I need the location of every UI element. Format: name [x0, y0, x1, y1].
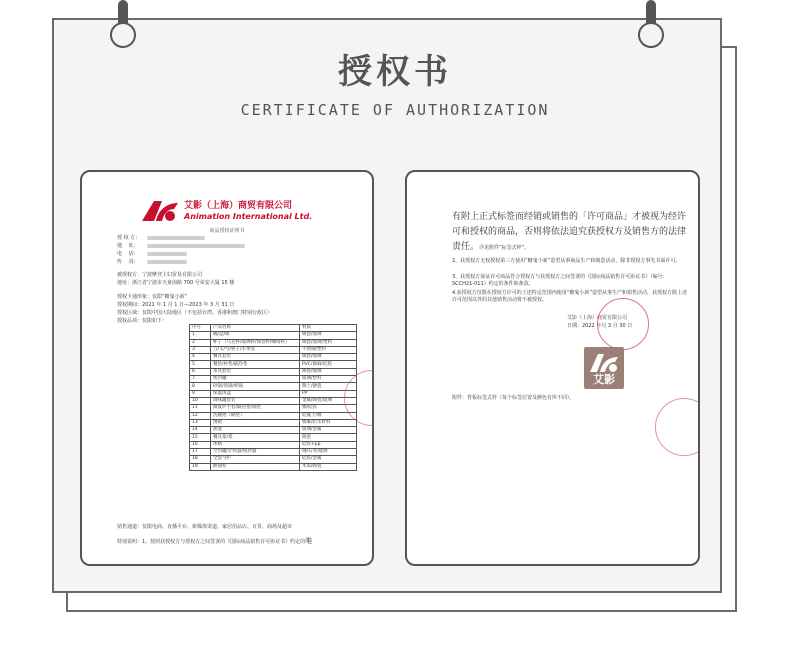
row-material: 钢/石英/玻璃 — [300, 449, 357, 456]
row-product: 餐具架/架 — [211, 434, 300, 441]
row-material: 金属/陶瓷/玻璃 — [300, 397, 357, 404]
phone-label: 电 话： — [117, 251, 139, 257]
row-material: 棉麻/防水材料 — [300, 419, 357, 426]
row-product: 调味罐套装 — [211, 397, 300, 404]
header-number: 序号 — [190, 325, 211, 332]
clause-3: 3、获授权方保证许可商品符合授权方与获授权方之间签署的《国际商品销售许可协议书》（编号：SCCH21-011）约定的条件和条款。 — [452, 274, 668, 287]
row-product: 微波炉手套/隔热垫/锅垫 — [211, 405, 300, 412]
table-row — [190, 390, 357, 397]
row-material: 陶土/搪瓷 — [300, 383, 357, 390]
table-row — [190, 405, 357, 412]
table-row — [190, 397, 357, 404]
row-number: 16 — [190, 441, 211, 448]
row-product: 茶具套装 — [211, 368, 300, 375]
page-subtitle: CERTIFICATE OF AUTHORIZATION — [240, 101, 550, 119]
scope-region: 授权区域：仅限中国大陆地区（不包括台湾、香港和澳门特别行政区） — [117, 310, 273, 316]
signature-date: 日期：2022 年月 3 月 30 日 — [567, 323, 633, 329]
company-seal-stamp — [597, 298, 649, 350]
row-material: 陶瓷 — [300, 434, 357, 441]
row-product: 餐垫/杯垫/隔热垫 — [211, 361, 300, 368]
row-number: 14 — [190, 427, 211, 434]
row-material: PP — [300, 390, 357, 397]
clause-4: 4.获授权方仅限在授权方许可的上述特定范围内使用“糖鬼小新”造型从事生产和销售活动，获授权方除上述许可范围以外的其他销售活动将不被授权。 — [452, 290, 687, 303]
table-row — [190, 449, 357, 456]
table-row — [190, 383, 357, 390]
row-product: 杯子（马克杯/玻璃杯/保管杯/咖啡杯） — [211, 339, 300, 346]
licensee-name: 宁波摩登主妇贸易有限公司 — [142, 272, 203, 278]
page-title: 授权书 — [338, 52, 452, 92]
row-material: 硅藻土/棉 — [300, 412, 357, 419]
scope-character: 授权卡通形象：仅限“糖鬼小新” — [117, 294, 188, 300]
row-number: 12 — [190, 412, 211, 419]
row-material: 玻璃/金属 — [300, 427, 357, 434]
authorization-scope — [117, 293, 272, 325]
row-material: 陶瓷/玻璃/塑料 — [300, 339, 357, 346]
licensee-address: 浙江省宁波市天童南路 700 号荣安大厦 15 楼 — [132, 280, 235, 286]
row-material: 陶瓷/玻璃 — [300, 354, 357, 361]
table-row — [190, 419, 357, 426]
company-name-en: Animation International Ltd. — [184, 211, 313, 221]
row-product: 空封罐/计时器/搅拌器 — [211, 449, 300, 456]
row-material: 木质/陶瓷 — [300, 463, 357, 470]
licensee-label: 被授权方： — [117, 272, 143, 278]
row-material: 玻璃/塑料 — [300, 376, 357, 383]
clause-2: 2、获授权方无权授权第三方使用“糖鬼小新”造型从事商品生产和制造活动，除非授权方事先书面许可。 — [452, 258, 681, 264]
main-statement-see-attachment: 详见附件“标签式样”。 — [479, 245, 530, 251]
right-hanger — [638, 0, 664, 44]
sales-channel-note: 销售通道：仅限电商、直播平台、新媒体渠道、家居用品店、百货、商场及超市 — [117, 524, 293, 530]
row-product: 全套勺铲 — [211, 456, 300, 463]
row-product: 保温饭盒 — [211, 390, 300, 397]
row-number: 1 — [190, 332, 211, 339]
row-material: 陶瓷/玻璃 — [300, 332, 357, 339]
row-material: 硅胶+pp — [300, 441, 357, 448]
left-hanger — [110, 0, 136, 44]
row-material: PVC/棉麻/硅胶 — [300, 361, 357, 368]
company-header — [140, 199, 312, 223]
row-product: 餐具套装 — [211, 354, 300, 361]
main-statement — [452, 210, 687, 256]
row-number: 9 — [190, 390, 211, 397]
aiying-logo — [584, 347, 624, 389]
certificate-page-1 — [80, 170, 374, 566]
row-product: 洗碗池（刷垫） — [211, 412, 300, 419]
table-row — [190, 332, 357, 339]
table-row — [190, 412, 357, 419]
table-row — [190, 463, 357, 470]
row-product: 碗/盘/碟 — [211, 332, 300, 339]
row-number: 2 — [190, 339, 211, 346]
row-material: 陶瓷/玻璃 — [300, 368, 357, 375]
table-row — [190, 339, 357, 346]
row-number: 19 — [190, 463, 211, 470]
row-number: 13 — [190, 419, 211, 426]
document-subtitle: 商品授权证明书 — [209, 228, 245, 234]
row-product: 冰格 — [211, 441, 300, 448]
header-material: 材质 — [300, 325, 357, 332]
table-row — [190, 346, 357, 353]
licensee-info — [117, 271, 234, 287]
edge-seal-stamp — [655, 398, 700, 456]
company-name-cn: 艾影（上海）商贸有限公司 — [184, 200, 293, 211]
table-row — [190, 434, 357, 441]
row-number: 6 — [190, 368, 211, 375]
row-number: 17 — [190, 449, 211, 456]
licensee-address-label: 地址： — [117, 280, 133, 286]
row-product: 围裙 — [211, 419, 300, 426]
row-product: 砂锅/汤锅/奶锅 — [211, 383, 300, 390]
products-table — [189, 324, 357, 471]
row-number: 11 — [190, 405, 211, 412]
company-logo-icon — [140, 199, 180, 223]
scope-period: 授权期间：2021 年 1 月 1 日—2023 年 3 月 31 日 — [117, 302, 235, 308]
table-row — [190, 456, 357, 463]
certificate-page-2 — [405, 170, 700, 566]
licensor-info — [117, 234, 245, 266]
row-material: 棉/硅胶 — [300, 405, 357, 412]
row-material: 硅胶/金属 — [300, 456, 357, 463]
special-note: 特别说明：1、按照获授权方与授权方之间签署的《国际商品销售许可协议书》约定的唯 — [117, 537, 313, 545]
row-number: 10 — [190, 397, 211, 404]
licensor-label: 授 权 方： — [117, 235, 141, 241]
row-product: 擀面杖 — [211, 463, 300, 470]
row-number: 18 — [190, 456, 211, 463]
attachment-note: 附件：背板标签式样（每个标签位置及颜色有所不同）。 — [452, 395, 575, 401]
row-material: 不锈钢/塑料 — [300, 346, 357, 353]
row-number: 8 — [190, 383, 211, 390]
table-row — [190, 441, 357, 448]
aiying-logo-text: 艾影 — [593, 373, 615, 386]
table-row — [190, 427, 357, 434]
row-number: 4 — [190, 354, 211, 361]
row-product: 密封罐 — [211, 376, 300, 383]
table-header-row — [190, 325, 357, 332]
table-row — [190, 368, 357, 375]
row-product: 刀/叉/勺/筷子/水果签 — [211, 346, 300, 353]
header-product: 产品名称 — [211, 325, 300, 332]
row-product: 油壶 — [211, 427, 300, 434]
signature-company: 艾影（上海）商贸有限公司 — [567, 315, 628, 321]
row-number: 3 — [190, 346, 211, 353]
scope-items: 授权品项：仅限如下： — [117, 318, 168, 324]
table-row — [190, 354, 357, 361]
address-label: 地 址： — [117, 243, 139, 249]
row-number: 15 — [190, 434, 211, 441]
table-row — [190, 361, 357, 368]
main-statement-bold: 有附上正式标签而经销或销售的「许可商品」才被视为经许可和授权的商品，否则将依法追究获授权方及销售方的法律责任。 — [452, 212, 687, 252]
row-number: 5 — [190, 361, 211, 368]
fax-label: 传 真： — [117, 259, 139, 265]
table-row — [190, 376, 357, 383]
row-number: 7 — [190, 376, 211, 383]
